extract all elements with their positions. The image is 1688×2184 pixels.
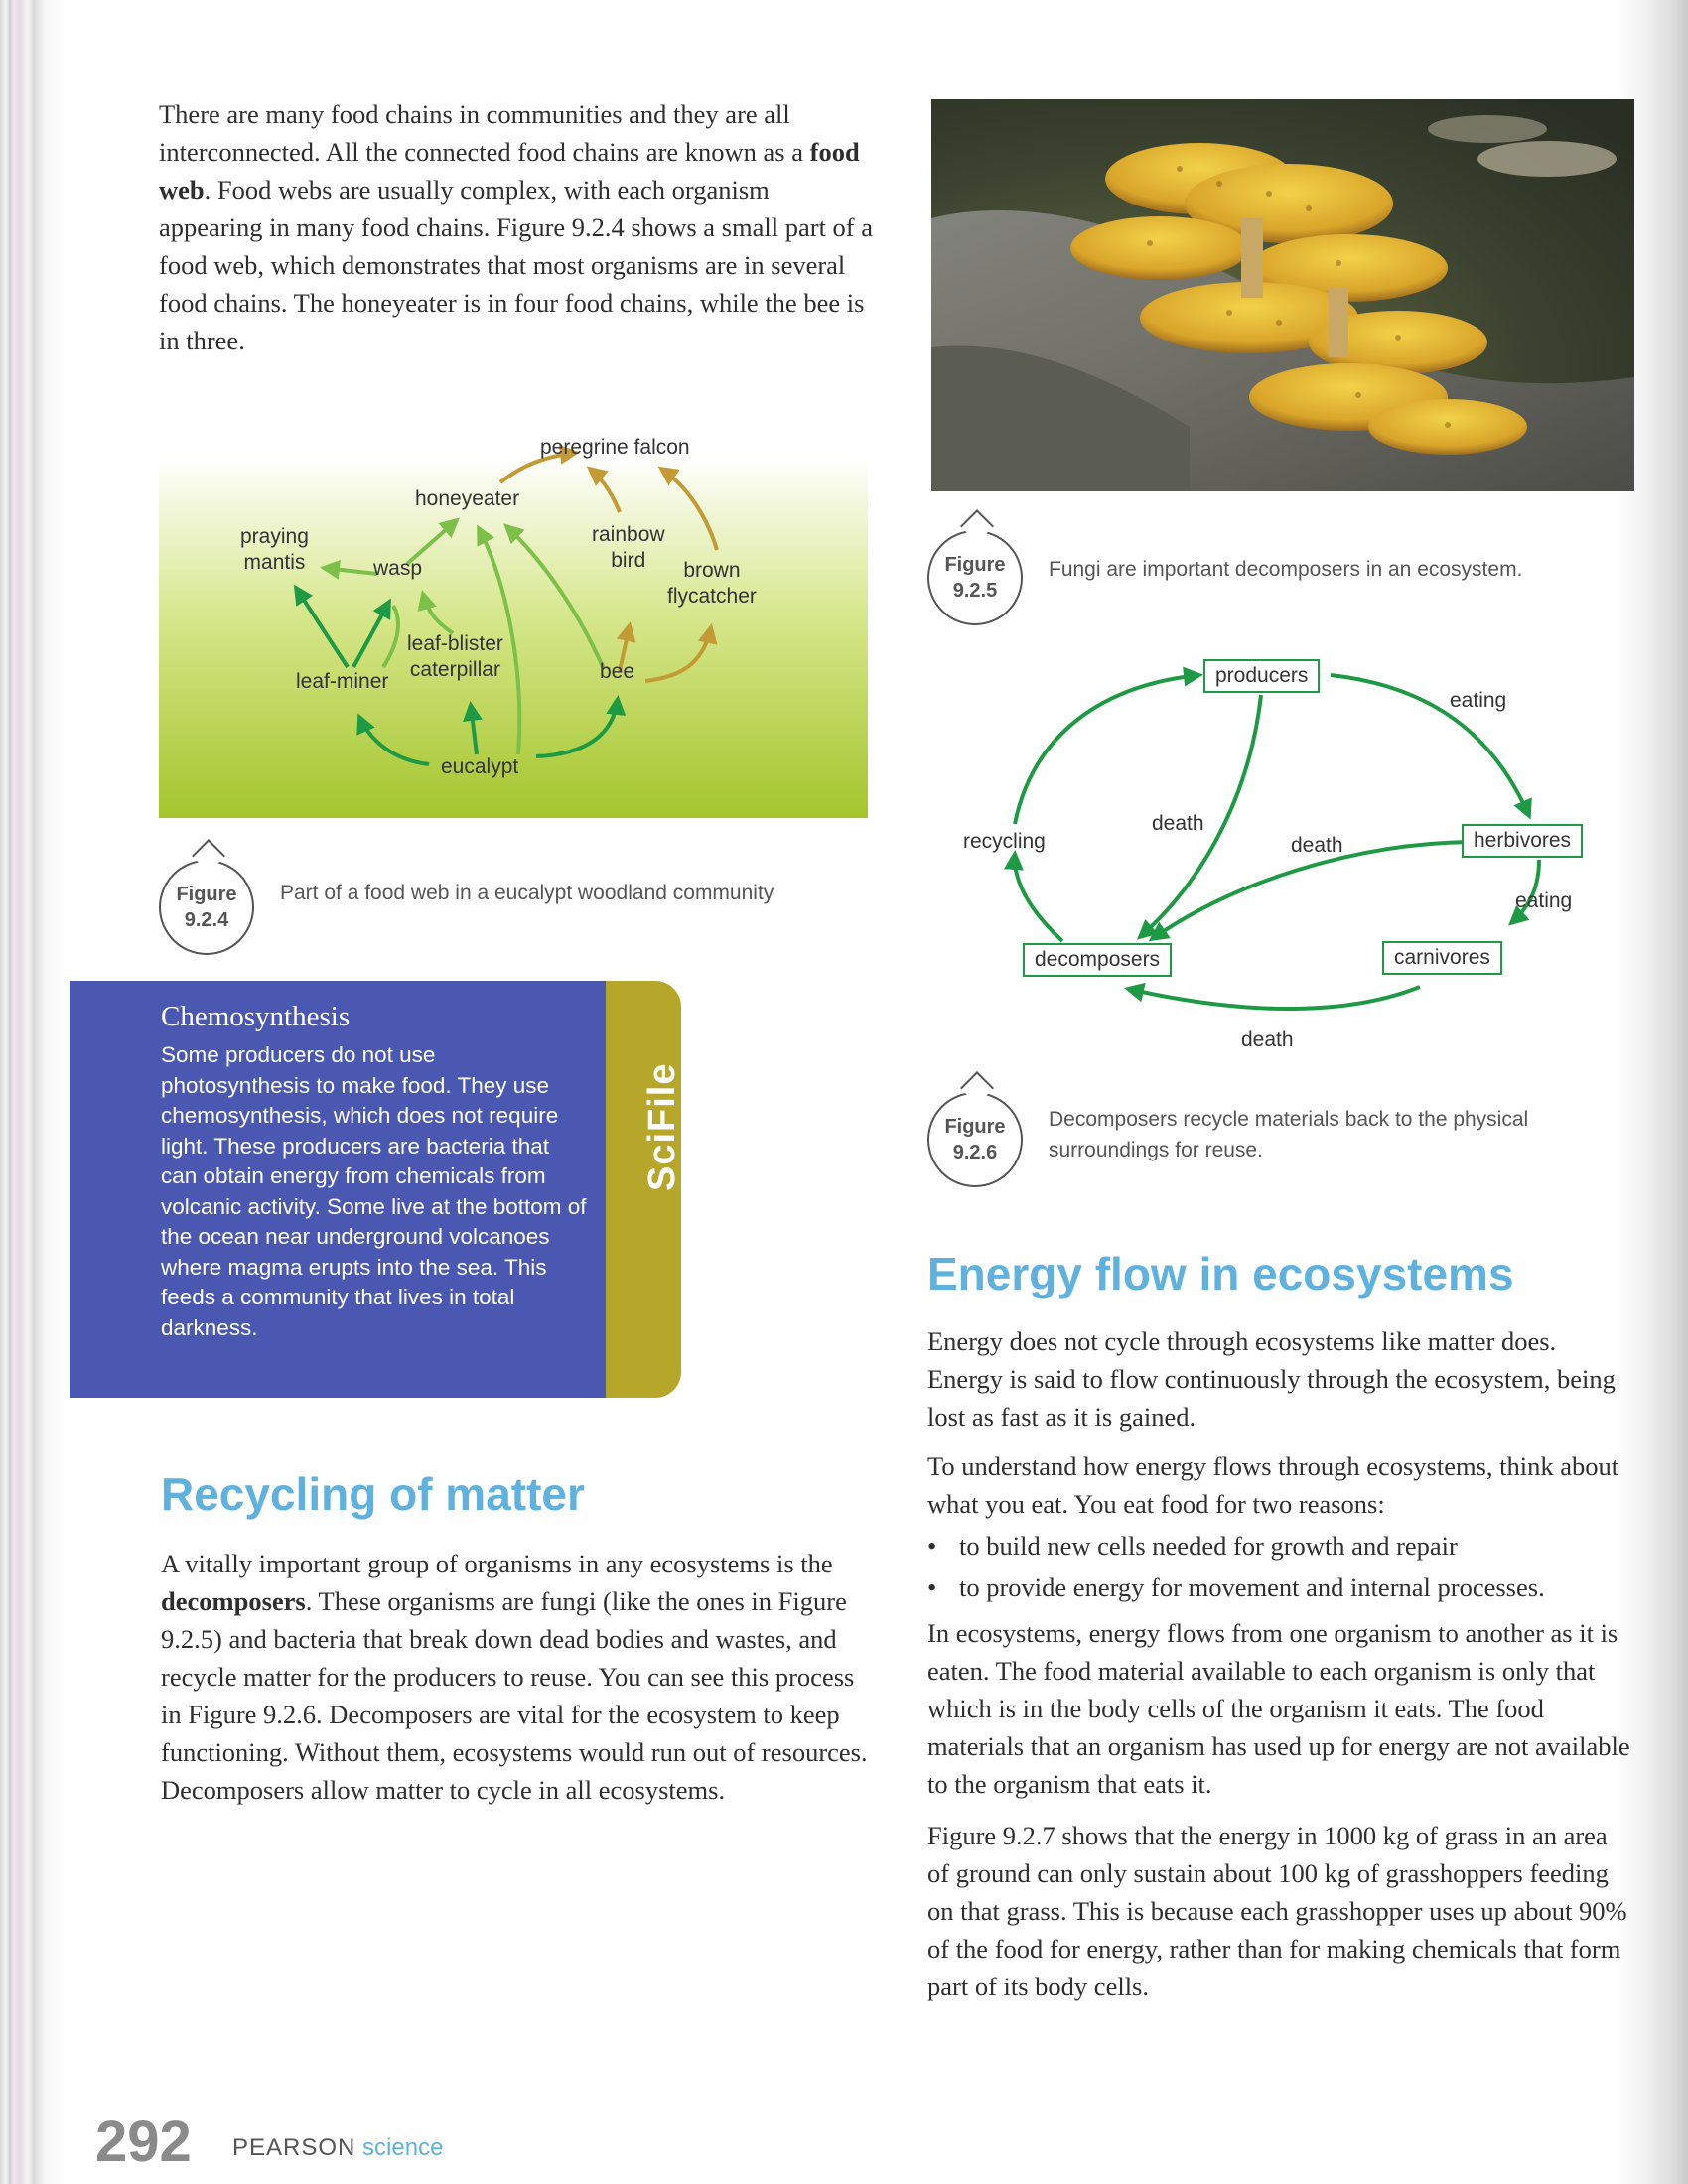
energy-para-3: In ecosystems, energy flows from one organism to another as it is eaten. The food material available to each organism is only that which is in the body cells of the organism it eats. The food materials that an organism has used up for energy are not available to the organism that eats it. (927, 1618, 1630, 1799)
food-web-term: food web (159, 137, 860, 205)
figure-924-badge: Figure 9.2.4 (159, 860, 254, 955)
energy-para-2: To understand how energy flows through ecosystems, think about what you eat. You eat food for two reasons: (927, 1451, 1619, 1519)
bullet-item: • to provide energy for movement and internal processes. (927, 1567, 1632, 1608)
box-herbivores: herbivores (1462, 824, 1583, 858)
figure-926-caption: Decomposers recycle materials back to the physical surroundings for reuse. (1049, 1108, 1529, 1161)
box-producers: producers (1203, 659, 1320, 693)
decomposer-cycle-diagram (953, 645, 1609, 1062)
node-rainbow-bird: rainbow bird (592, 523, 665, 572)
label-death-3: death (1241, 1028, 1294, 1051)
scifile-box (70, 981, 681, 1398)
energy-heading: Energy flow in ecosystems (927, 1248, 1514, 1299)
energy-bullets (927, 1525, 1632, 1608)
figure-925-badge: Figure 9.2.5 (927, 530, 1023, 625)
label-eating-2: eating (1515, 889, 1573, 912)
box-carnivores: carnivores (1382, 941, 1502, 975)
intro-paragraph: There are many food chains in communities and they are all interconnected. All the connected food chains are known as a food web. Food webs are usually complex, with each organism appearing in many food chains. Figure 9.2.4 shows a small part of a food web, which demonstrates that most organisms are in several food chains. The honeyeater is in four food chains, while the bee is in three. (159, 99, 874, 355)
energy-para-4: Figure 9.2.7 shows that the energy in 1000 kg of grass in an area of ground can only sustain about 100 kg of grasshoppers feeding on that grass. This is because each grasshopper uses up about 90% of the food for energy, rather than for making chemicals that form part of its body cells. (927, 1821, 1627, 2001)
node-leaf-blister-caterpillar: leaf-blister caterpillar (407, 632, 503, 681)
recycling-heading: Recycling of matter (161, 1468, 585, 1520)
figure-924-caption: Part of a food web in a eucalypt woodland community (280, 882, 774, 904)
page-number: 292 (95, 2110, 192, 2174)
label-death-2: death (1291, 834, 1343, 857)
scifile-text: Some producers do not use photosynthesis to make food. They use chemosynthesis, which does not require light. These producers are bacteria that can obtain energy from chemicals from volcanic activity. Some live at the bottom of the ocean near underground volcanoes where magma erupts into the sea. This feeds a community that lives in total darkness. (161, 1042, 587, 1340)
label-recycling: recycling (963, 830, 1046, 853)
recycling-paragraph: A vitally important group of organisms in any ecosystems is the decomposers. These organisms are fungi (like the ones in Figure 9.2.5) and bacteria that break down dead bodies and wastes, and recycle matter for the producers to reuse. You can see this process in Figure 9.2.6. Decomposers are vital for the ecosystem to keep functioning. Without them, ecosystems would run out of resources. Decomposers allow matter to cycle in all ecosystems. (161, 1549, 868, 1805)
decomposers-term: decomposers (161, 1586, 306, 1616)
scifile-title: Chemosynthesis (161, 1001, 351, 1032)
publisher-logo: PEARSON science (232, 2134, 444, 2161)
node-honeyeater: honeyeater (415, 487, 520, 510)
scifile-label: SciFile (641, 1062, 683, 1191)
node-eucalypt: eucalypt (441, 755, 519, 778)
energy-para-1: Energy does not cycle through ecosystems like matter does. Energy is said to flow continuously through the ecosystem, being lost as fast as it is gained. (927, 1326, 1616, 1432)
node-peregrine-falcon: peregrine falcon (540, 436, 690, 459)
label-eating-1: eating (1450, 689, 1507, 712)
node-brown-flycatcher: brown flycatcher (667, 559, 757, 608)
bullet-item: • to build new cells needed for growth and repair (927, 1525, 1632, 1567)
page-binding-edge (0, 0, 66, 2184)
node-bee: bee (600, 660, 635, 683)
node-leaf-miner: leaf-miner (296, 670, 389, 693)
box-decomposers: decomposers (1023, 943, 1172, 977)
figure-925-caption: Fungi are important decomposers in an ecosystem. (1049, 558, 1523, 581)
food-web-diagram (159, 417, 868, 818)
figure-926-badge: Figure 9.2.6 (927, 1092, 1023, 1187)
fungi-photo (931, 99, 1634, 491)
node-praying-mantis: praying mantis (240, 525, 309, 574)
node-wasp: wasp (373, 557, 423, 580)
label-death-1: death (1152, 812, 1204, 835)
